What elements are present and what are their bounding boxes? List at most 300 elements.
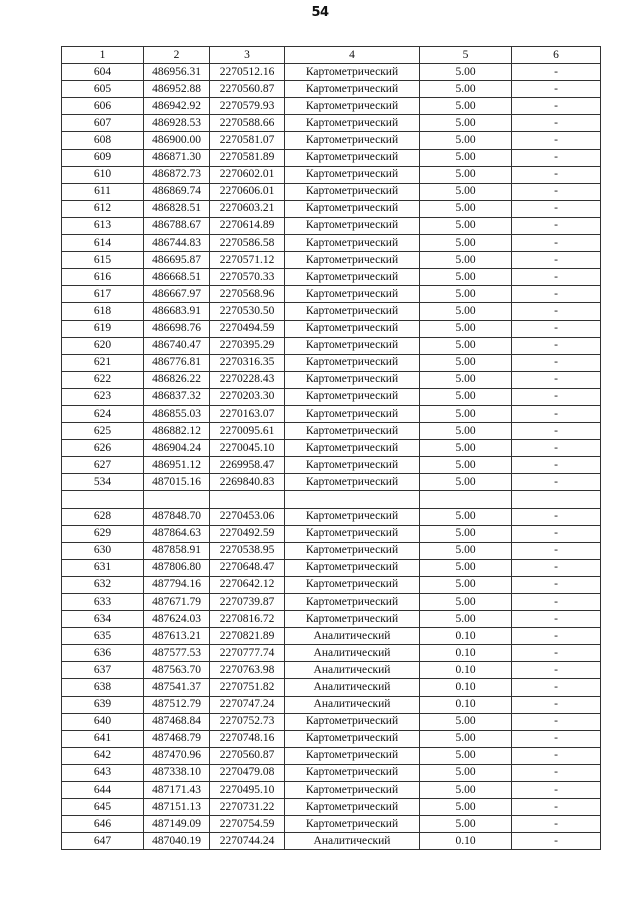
table-cell: 486698.76	[144, 320, 210, 337]
table-cell: Аналитический	[285, 679, 420, 696]
table-cell: 620	[62, 337, 144, 354]
table-cell: -	[512, 764, 601, 781]
table-cell: Картометрический	[285, 200, 420, 217]
table-cell: 5.00	[420, 252, 512, 269]
table-cell: -	[512, 423, 601, 440]
table-cell	[144, 491, 210, 508]
table-cell: -	[512, 303, 601, 320]
table-cell: 2270163.07	[210, 405, 285, 422]
table-cell: -	[512, 115, 601, 132]
table-cell: 5.00	[420, 576, 512, 593]
table-cell: 2270045.10	[210, 440, 285, 457]
table-cell: Картометрический	[285, 166, 420, 183]
table-cell: 634	[62, 611, 144, 628]
table-cell: 487151.13	[144, 799, 210, 816]
table-cell: Картометрический	[285, 354, 420, 371]
table-cell: Картометрический	[285, 576, 420, 593]
table-cell: -	[512, 679, 601, 696]
table-cell: 636	[62, 645, 144, 662]
table-cell: 2270579.93	[210, 98, 285, 115]
table-cell: 2269958.47	[210, 457, 285, 474]
table-cell: -	[512, 371, 601, 388]
table-cell: Картометрический	[285, 611, 420, 628]
table-cell: -	[512, 440, 601, 457]
table-cell: 486882.12	[144, 423, 210, 440]
table-row	[62, 816, 601, 833]
table-cell: -	[512, 645, 601, 662]
table-cell: Картометрический	[285, 799, 420, 816]
table-cell: 2270492.59	[210, 525, 285, 542]
table-row	[62, 183, 601, 200]
table-row	[62, 782, 601, 799]
table-cell: Картометрический	[285, 457, 420, 474]
table-cell: -	[512, 799, 601, 816]
table-row	[62, 559, 601, 576]
table-cell: 635	[62, 628, 144, 645]
table-cell: 5.00	[420, 81, 512, 98]
table-cell: 5.00	[420, 440, 512, 457]
table-cell: 2270763.98	[210, 662, 285, 679]
table-cell: 608	[62, 132, 144, 149]
table-body	[62, 64, 601, 850]
table-cell: 5.00	[420, 594, 512, 611]
table-cell: 486683.91	[144, 303, 210, 320]
table-cell: 2270568.96	[210, 286, 285, 303]
table-cell: -	[512, 354, 601, 371]
table-row	[62, 303, 601, 320]
table-cell: -	[512, 320, 601, 337]
table-row	[62, 747, 601, 764]
table-cell: 487171.43	[144, 782, 210, 799]
table-cell: 0.10	[420, 679, 512, 696]
table-cell: Картометрический	[285, 235, 420, 252]
table-cell: 626	[62, 440, 144, 457]
table-cell: 5.00	[420, 542, 512, 559]
table-cell: 5.00	[420, 747, 512, 764]
column-header: 5	[420, 47, 512, 64]
table-cell: 624	[62, 405, 144, 422]
table-cell: 487468.84	[144, 713, 210, 730]
table-cell: 2270731.22	[210, 799, 285, 816]
table-row	[62, 764, 601, 781]
table-cell: 5.00	[420, 816, 512, 833]
table-cell: 486668.51	[144, 269, 210, 286]
table-cell: 2270614.89	[210, 217, 285, 234]
table-cell: 486904.24	[144, 440, 210, 457]
table-cell: -	[512, 81, 601, 98]
table-row	[62, 525, 601, 542]
table-cell: Картометрический	[285, 508, 420, 525]
table-cell: -	[512, 730, 601, 747]
table-row	[62, 217, 601, 234]
table-cell: -	[512, 252, 601, 269]
table-cell: 5.00	[420, 474, 512, 491]
table-row	[62, 508, 601, 525]
table-row	[62, 423, 601, 440]
table-cell: 2270512.16	[210, 64, 285, 81]
table-row	[62, 474, 601, 491]
table-cell: 2270748.16	[210, 730, 285, 747]
table-cell: -	[512, 149, 601, 166]
table-cell: 637	[62, 662, 144, 679]
column-header: 4	[285, 47, 420, 64]
table-cell: -	[512, 388, 601, 405]
table-cell: 646	[62, 816, 144, 833]
table-cell: 2270739.87	[210, 594, 285, 611]
table-cell: 2270494.59	[210, 320, 285, 337]
table-cell: Картометрический	[285, 115, 420, 132]
table-cell: 487794.16	[144, 576, 210, 593]
table-cell: Картометрический	[285, 98, 420, 115]
table-cell: 487149.09	[144, 816, 210, 833]
table-cell: 0.10	[420, 645, 512, 662]
table-cell: 2270530.50	[210, 303, 285, 320]
table-cell: Картометрический	[285, 286, 420, 303]
table-cell: Картометрический	[285, 559, 420, 576]
table-cell: -	[512, 594, 601, 611]
table-row	[62, 594, 601, 611]
table-row	[62, 713, 601, 730]
table-cell: -	[512, 696, 601, 713]
table-cell: 2270203.30	[210, 388, 285, 405]
table-cell: Картометрический	[285, 816, 420, 833]
table-cell: Картометрический	[285, 747, 420, 764]
table-cell: 2270479.08	[210, 764, 285, 781]
table-cell: Аналитический	[285, 628, 420, 645]
table-cell: Картометрический	[285, 217, 420, 234]
table-cell: 2270751.82	[210, 679, 285, 696]
table-cell: 632	[62, 576, 144, 593]
table-cell: 627	[62, 457, 144, 474]
table-row	[62, 440, 601, 457]
table-cell: 638	[62, 679, 144, 696]
table-row	[62, 337, 601, 354]
table-cell: 606	[62, 98, 144, 115]
table-cell: 486900.00	[144, 132, 210, 149]
table-row	[62, 132, 601, 149]
table-cell: 2270744.24	[210, 833, 285, 850]
table-cell: 534	[62, 474, 144, 491]
table-cell: -	[512, 183, 601, 200]
table-row	[62, 611, 601, 628]
table-cell: 487470.96	[144, 747, 210, 764]
table-cell: 5.00	[420, 611, 512, 628]
table-cell: 487864.63	[144, 525, 210, 542]
table-cell: 2270602.01	[210, 166, 285, 183]
table-row	[62, 252, 601, 269]
table-cell: 486872.73	[144, 166, 210, 183]
table-cell: 2269840.83	[210, 474, 285, 491]
table-cell: Картометрический	[285, 525, 420, 542]
table-cell: 640	[62, 713, 144, 730]
table-cell: 5.00	[420, 388, 512, 405]
table-cell: 486695.87	[144, 252, 210, 269]
table-cell: Картометрический	[285, 423, 420, 440]
table-cell: 5.00	[420, 183, 512, 200]
table-cell: 5.00	[420, 200, 512, 217]
table-cell: 5.00	[420, 166, 512, 183]
table-cell: 487858.91	[144, 542, 210, 559]
table-cell: 2270570.33	[210, 269, 285, 286]
table-cell: 0.10	[420, 696, 512, 713]
table-cell: 2270581.89	[210, 149, 285, 166]
table-cell: 5.00	[420, 799, 512, 816]
table-cell: 486952.88	[144, 81, 210, 98]
table-cell: -	[512, 64, 601, 81]
table-cell: Картометрический	[285, 405, 420, 422]
table-cell: 5.00	[420, 235, 512, 252]
table-cell: 486951.12	[144, 457, 210, 474]
table-cell: Картометрический	[285, 252, 420, 269]
table-cell: 631	[62, 559, 144, 576]
table-row	[62, 354, 601, 371]
table-cell: 486826.22	[144, 371, 210, 388]
table-cell: 5.00	[420, 423, 512, 440]
table-cell: -	[512, 457, 601, 474]
table-cell: -	[512, 132, 601, 149]
table-cell: 487671.79	[144, 594, 210, 611]
table-row	[62, 491, 601, 508]
table-row	[62, 115, 601, 132]
table-cell: 617	[62, 286, 144, 303]
table-cell: -	[512, 200, 601, 217]
table-cell: Аналитический	[285, 662, 420, 679]
table-header-row	[62, 47, 601, 64]
table-cell: -	[512, 559, 601, 576]
table-row	[62, 371, 601, 388]
table-row	[62, 388, 601, 405]
table-cell: 2270752.73	[210, 713, 285, 730]
table-cell: 618	[62, 303, 144, 320]
table-cell: 2270747.24	[210, 696, 285, 713]
table-cell: 629	[62, 525, 144, 542]
table-cell: Аналитический	[285, 833, 420, 850]
table-cell: 2270754.59	[210, 816, 285, 833]
table-cell: 5.00	[420, 115, 512, 132]
table-cell: 641	[62, 730, 144, 747]
table-cell: -	[512, 508, 601, 525]
table-cell: 2270228.43	[210, 371, 285, 388]
table-cell: 630	[62, 542, 144, 559]
table-cell: 487015.16	[144, 474, 210, 491]
table-cell: 0.10	[420, 833, 512, 850]
table-cell: 2270603.21	[210, 200, 285, 217]
table-cell: 486855.03	[144, 405, 210, 422]
table-cell: -	[512, 747, 601, 764]
table-row	[62, 542, 601, 559]
table-cell: Картометрический	[285, 782, 420, 799]
table-row	[62, 696, 601, 713]
table-cell: 486667.97	[144, 286, 210, 303]
table-cell: 486869.74	[144, 183, 210, 200]
table-cell: Картометрический	[285, 542, 420, 559]
table-cell: Картометрический	[285, 64, 420, 81]
column-header: 3	[210, 47, 285, 64]
table-cell: 5.00	[420, 320, 512, 337]
table-cell: 487613.21	[144, 628, 210, 645]
table-cell: 613	[62, 217, 144, 234]
table-cell: 622	[62, 371, 144, 388]
table-cell: 645	[62, 799, 144, 816]
table-cell: 5.00	[420, 286, 512, 303]
table-cell: 486928.53	[144, 115, 210, 132]
table-cell: 486942.92	[144, 98, 210, 115]
table-cell: 2270560.87	[210, 81, 285, 98]
table-cell: Картометрический	[285, 269, 420, 286]
table-cell: -	[512, 525, 601, 542]
table-cell: 616	[62, 269, 144, 286]
table-cell: 621	[62, 354, 144, 371]
table-row	[62, 679, 601, 696]
table-cell: Картометрический	[285, 149, 420, 166]
table-cell: Картометрический	[285, 81, 420, 98]
table-cell	[512, 491, 601, 508]
table-cell: 5.00	[420, 132, 512, 149]
table-cell: 486776.81	[144, 354, 210, 371]
table-cell: 2270821.89	[210, 628, 285, 645]
table-cell: 486871.30	[144, 149, 210, 166]
table-cell: 5.00	[420, 217, 512, 234]
table-cell: -	[512, 337, 601, 354]
table-cell: -	[512, 576, 601, 593]
table-cell: 625	[62, 423, 144, 440]
table-cell: 642	[62, 747, 144, 764]
table-cell: Картометрический	[285, 440, 420, 457]
table-cell: 607	[62, 115, 144, 132]
table-cell: Аналитический	[285, 696, 420, 713]
table-cell: 614	[62, 235, 144, 252]
table-cell: 619	[62, 320, 144, 337]
table-cell: 5.00	[420, 354, 512, 371]
table-cell: 2270560.87	[210, 747, 285, 764]
table-row	[62, 200, 601, 217]
table-cell: 2270642.12	[210, 576, 285, 593]
table-row	[62, 286, 601, 303]
page-number: 54	[311, 5, 329, 20]
table-cell: Картометрический	[285, 183, 420, 200]
table-cell: 2270648.47	[210, 559, 285, 576]
table-cell: 5.00	[420, 764, 512, 781]
table-cell: Картометрический	[285, 713, 420, 730]
table-cell: 486740.47	[144, 337, 210, 354]
table-cell: 2270538.95	[210, 542, 285, 559]
table-cell: -	[512, 474, 601, 491]
table-cell: 5.00	[420, 525, 512, 542]
table-cell: 5.00	[420, 782, 512, 799]
table-row	[62, 833, 601, 850]
table-cell: Картометрический	[285, 388, 420, 405]
table-cell: -	[512, 286, 601, 303]
table-cell: Аналитический	[285, 645, 420, 662]
table-cell: 2270586.58	[210, 235, 285, 252]
table-cell	[285, 491, 420, 508]
table-cell: 486956.31	[144, 64, 210, 81]
table-cell: 609	[62, 149, 144, 166]
table-cell: -	[512, 235, 601, 252]
table-cell	[420, 491, 512, 508]
table-cell: -	[512, 217, 601, 234]
table-cell: -	[512, 662, 601, 679]
table-cell: 5.00	[420, 713, 512, 730]
table-cell: 639	[62, 696, 144, 713]
table-row	[62, 166, 601, 183]
table-cell: 5.00	[420, 64, 512, 81]
table-cell: 633	[62, 594, 144, 611]
table-cell: 486744.83	[144, 235, 210, 252]
table-cell: 2270495.10	[210, 782, 285, 799]
table-cell: 0.10	[420, 628, 512, 645]
table-cell: 487468.79	[144, 730, 210, 747]
table-cell: -	[512, 628, 601, 645]
table-row	[62, 576, 601, 593]
table-cell: 5.00	[420, 98, 512, 115]
table-cell: 487848.70	[144, 508, 210, 525]
table-cell: 486837.32	[144, 388, 210, 405]
column-header: 6	[512, 47, 601, 64]
table-cell: 2270316.35	[210, 354, 285, 371]
table-cell: 487563.70	[144, 662, 210, 679]
table-cell: 487624.03	[144, 611, 210, 628]
table-cell: 623	[62, 388, 144, 405]
table-row	[62, 235, 601, 252]
table-cell: -	[512, 166, 601, 183]
table-cell: -	[512, 816, 601, 833]
table-row	[62, 269, 601, 286]
table-cell: Картометрический	[285, 764, 420, 781]
table-cell: 487541.37	[144, 679, 210, 696]
table-cell: 5.00	[420, 457, 512, 474]
table-cell: 5.00	[420, 371, 512, 388]
table-cell	[210, 491, 285, 508]
table-cell: 5.00	[420, 303, 512, 320]
table-row	[62, 64, 601, 81]
table-row	[62, 149, 601, 166]
coordinates-table	[61, 46, 601, 850]
table-cell: Картометрический	[285, 132, 420, 149]
table-row	[62, 628, 601, 645]
table-cell: 611	[62, 183, 144, 200]
table-cell: 644	[62, 782, 144, 799]
table-cell: Картометрический	[285, 320, 420, 337]
table-cell: Картометрический	[285, 730, 420, 747]
table-cell: 2270606.01	[210, 183, 285, 200]
table-cell: -	[512, 542, 601, 559]
table-cell: 487040.19	[144, 833, 210, 850]
table-cell: 0.10	[420, 662, 512, 679]
table-cell: 486828.51	[144, 200, 210, 217]
table-cell: 5.00	[420, 559, 512, 576]
column-header: 1	[62, 47, 144, 64]
table-cell: 5.00	[420, 337, 512, 354]
table-row	[62, 662, 601, 679]
table-cell: 2270395.29	[210, 337, 285, 354]
table-cell: -	[512, 782, 601, 799]
table-cell: 487806.80	[144, 559, 210, 576]
table-cell: 643	[62, 764, 144, 781]
table-row	[62, 81, 601, 98]
column-header: 2	[144, 47, 210, 64]
table-cell: 2270816.72	[210, 611, 285, 628]
table-cell: 5.00	[420, 730, 512, 747]
table-cell: 2270581.07	[210, 132, 285, 149]
table-cell	[62, 491, 144, 508]
table-cell: 615	[62, 252, 144, 269]
table-row	[62, 405, 601, 422]
table-cell: Картометрический	[285, 371, 420, 388]
table-cell: 2270588.66	[210, 115, 285, 132]
table-row	[62, 98, 601, 115]
table-cell: 605	[62, 81, 144, 98]
